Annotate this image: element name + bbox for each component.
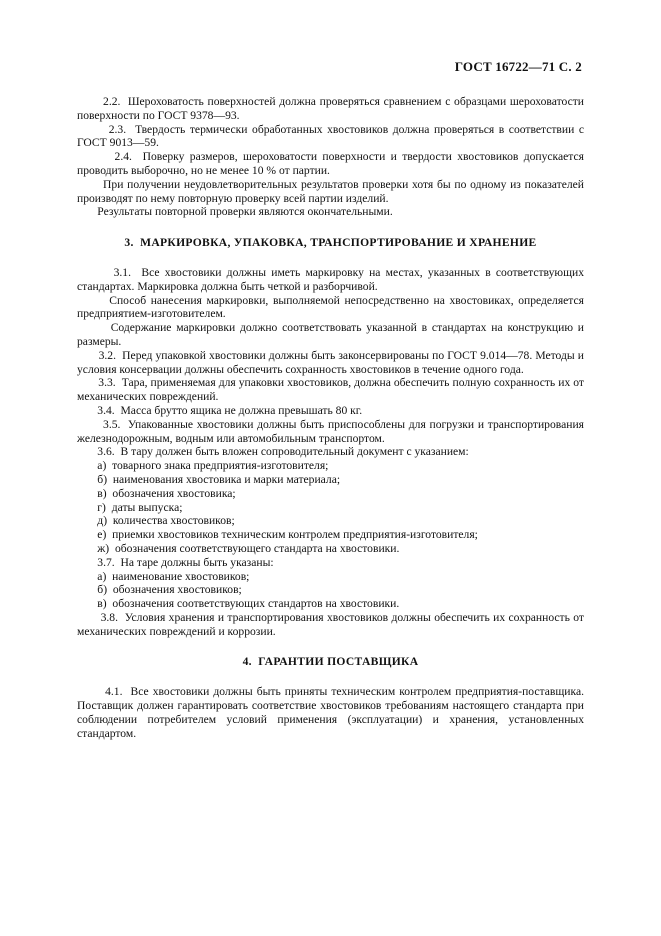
paragraph-2-4: 2.4. Поверку размеров, шероховатости поверхности и твердости хвостовиков допускается проводить выборочно, но не менее 10 % от партии. [77, 150, 587, 177]
paragraph-4-1: 4.1. Все хвостовики должны быть приняты техническим контролем предприятия-поставщика. Поставщик должен гарантировать соответствие хвостовиков требованиям настоящего стандарта при соблюдении потребителем условий применения (эксплуатации) и хранения, установленных стандартом. [77, 685, 587, 740]
paragraph-3-3: 3.3. Тара, применяемая для упаковки хвостовиков, должна обеспечить полную сохранность их от механических повреждений. [77, 376, 587, 404]
paragraph-marking-method: Способ нанесения маркировки, выполняемой непосредственно на хвостовиках, определяется предприятием-изготовителем. [77, 293, 587, 321]
list-item-3-7-v: в) обозначения соответствующих стандартов на хвостовики. [77, 597, 400, 611]
paragraph-retest: При получении неудовлетворительных результатов проверки хотя бы по одному из показателей производят по нему повторную проверку всей партии изделий. [77, 177, 587, 205]
section-4-title: 4. ГАРАНТИИ ПОСТАВЩИКА [242, 655, 419, 669]
paragraph-2-3: 2.3. Твердость термически обработанных хвостовиков должна проверяться в соответствии с ГОСТ 9013—59. [77, 122, 587, 150]
running-header: ГОСТ 16722—71 С. 2 [454, 59, 582, 74]
paragraph-3-6: 3.6. В тару должен быть вложен сопроводительный документ с указанием: [77, 445, 469, 459]
paragraph-retest-final: Результаты повторной проверки являются окончательными. [77, 205, 393, 219]
list-item-3-6-d: д) количества хвостовиков; [77, 514, 235, 528]
list-item-3-6-e: е) приемки хвостовиков техническим контролем предприятия-изготовителя; [77, 528, 478, 542]
list-item-3-6-v: в) обозначения хвостовика; [77, 486, 236, 500]
list-item-3-6-zh: ж) обозначения соответствующего стандарта на хвостовики. [77, 541, 400, 555]
list-item-3-6-b: б) наименования хвостовика и марки материала; [77, 472, 341, 486]
paragraph-3-7: 3.7. На таре должны быть указаны: [77, 555, 274, 569]
paragraph-marking-content: Содержание маркировки должно соответствовать указанной в стандартах на конструкцию и размеры. [77, 321, 587, 348]
list-item-3-6-a: а) товарного знака предприятия-изготовителя; [77, 459, 329, 473]
paragraph-3-5: 3.5. Упакованные хвостовики должны быть приспособлены для погрузки и транспортирования железнодорожным, водным или автомобильным транспортом. [77, 417, 587, 445]
list-item-3-7-b: б) обозначения хвостовиков; [77, 583, 242, 597]
list-item-3-7-a: а) наименование хвостовиков; [77, 569, 250, 583]
section-3-title: 3. МАРКИРОВКА, УПАКОВКА, ТРАНСПОРТИРОВАНИЕ И ХРАНЕНИЕ [124, 236, 537, 250]
paragraph-2-2: 2.2. Шероховатость поверхностей должна проверяться сравнением с образцами шероховатости поверхности по ГОСТ 9378—93. [77, 95, 587, 122]
list-item-3-6-g: г) даты выпуска; [77, 500, 183, 514]
paragraph-3-8: 3.8. Условия хранения и транспортирования хвостовиков должны обеспечить их сохранность от механических повреждений и коррозии. [77, 610, 587, 638]
page-body [77, 95, 587, 740]
paragraph-3-4: 3.4. Масса брутто ящика не должна превышать 80 кг. [77, 403, 363, 417]
paragraph-3-2: 3.2. Перед упаковкой хвостовики должны быть законсервированы по ГОСТ 9.014—78. Методы и условия консервации должны обеспечить сохранность хвостовиков в течение одного года. [77, 348, 587, 376]
paragraph-3-1: 3.1. Все хвостовики должны иметь маркировку на местах, указанных в соответствующих стандартах. Маркировка должна быть четкой и разборчивой. [77, 265, 587, 293]
